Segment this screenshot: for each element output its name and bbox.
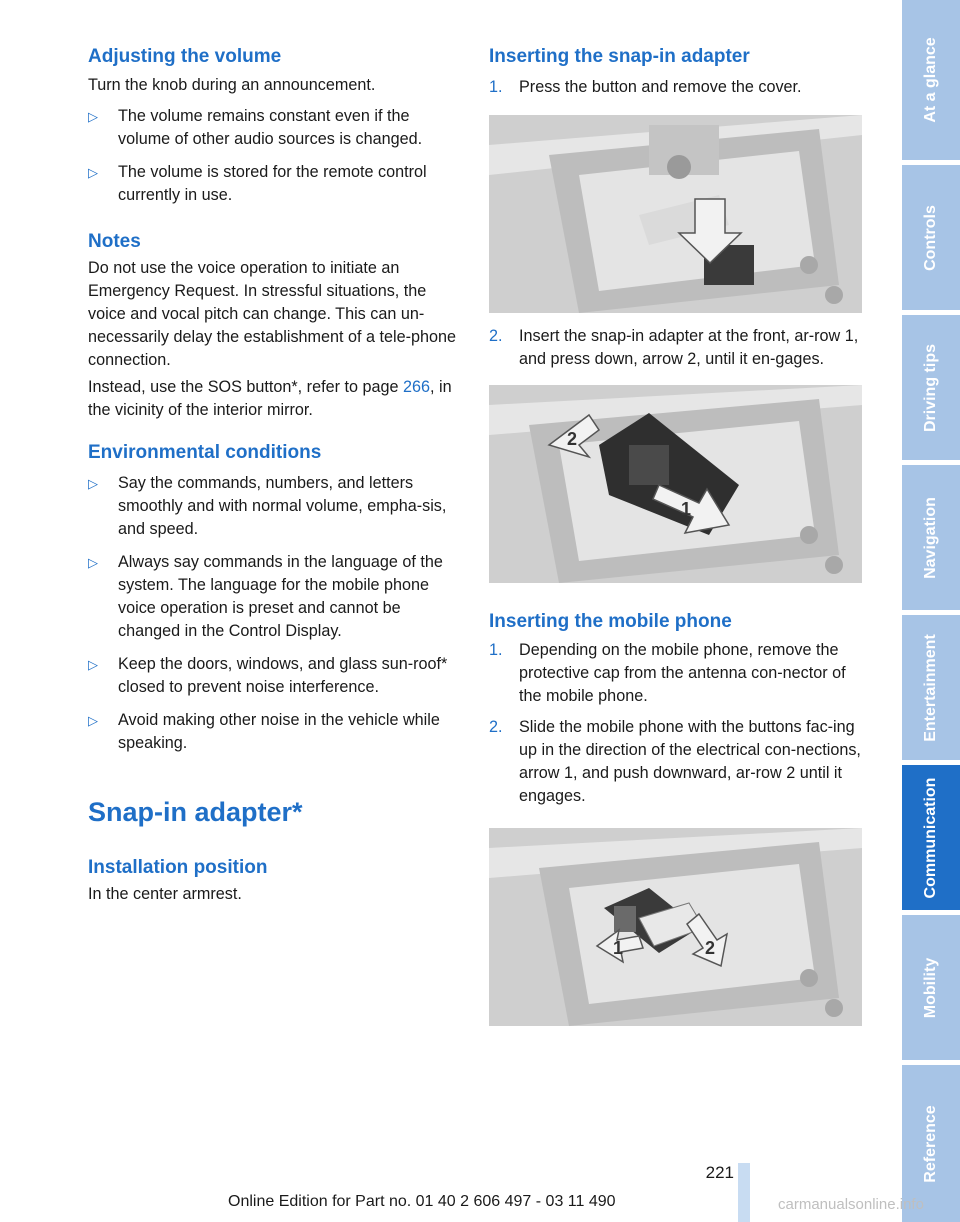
figure-insert-phone xyxy=(489,828,862,1026)
list-item: ▷ Say the commands, numbers, and letters smoothly and with normal volume, empha-sis, and speed. xyxy=(88,474,447,538)
left-column xyxy=(88,44,463,906)
triangle-bullet-icon: ▷ xyxy=(88,109,98,124)
list-item: ▷ Always say commands in the language of the system. The language for the mobile phone voice operation is preset and cannot be changed in the Control Display. xyxy=(88,553,443,640)
step-item: 2. Slide the mobile phone with the buttons fac-ing up in the direction of the electrical con-nections, arrow 1, and push downward, ar-row 2 until it engages. xyxy=(489,718,861,805)
tab-navigation[interactable]: Navigation xyxy=(902,465,960,610)
figure-remove-cover xyxy=(489,115,862,313)
arrow-label: 1 xyxy=(613,938,624,958)
list-item: ▷ Avoid making other noise in the vehicle while speaking. xyxy=(88,711,440,752)
triangle-bullet-icon: ▷ xyxy=(88,476,98,491)
list-item: ▷ The volume is stored for the remote control currently in use. xyxy=(88,163,427,204)
watermark: carmanualsonline.info xyxy=(778,1196,924,1213)
tab-communication[interactable]: Communication xyxy=(902,765,960,910)
tab-at-a-glance[interactable]: At a glance xyxy=(902,0,960,160)
page-marker xyxy=(738,1163,750,1222)
insert-adapter-heading: Inserting the snap-in adapter xyxy=(489,46,750,67)
tab-controls[interactable]: Controls xyxy=(902,165,960,310)
notes-sos-text: Instead, use the SOS button*, refer to page 266, in the vicinity of the interior mirror. xyxy=(88,378,452,419)
triangle-bullet-icon: ▷ xyxy=(88,555,98,570)
tab-reference[interactable]: Reference xyxy=(902,1065,960,1222)
volume-heading: Adjusting the volume xyxy=(88,46,282,67)
page-number: 221 xyxy=(705,1163,734,1182)
list-item: ▷ Keep the doors, windows, and glass sun-roof* closed to prevent noise interference. xyxy=(88,655,448,696)
step-item: 2. Insert the snap-in adapter at the front, ar-row 1, and press down, arrow 2, until it en-gages. xyxy=(489,327,859,368)
notes-text: Do not use the voice operation to initiate an Emergency Request. In stressful situations, the voice and vocal pitch can change. This can un-necessarily delay the establishment of a tele-phone connection. xyxy=(88,259,457,369)
chapter-sidebar xyxy=(902,0,960,1222)
installation-heading: Installation position xyxy=(88,857,268,878)
tab-entertainment[interactable]: Entertainment xyxy=(902,615,960,760)
step-item: 1. Press the button and remove the cover. xyxy=(489,78,802,96)
environment-heading: Environmental conditions xyxy=(88,442,322,463)
step-item: 1. Depending on the mobile phone, remove the protective cap from the antenna con-nector of the mobile phone. xyxy=(489,641,846,705)
edition-footer: Online Edition for Part no. 01 40 2 606 497 - 03 11 490 xyxy=(228,1193,616,1210)
installation-text: In the center armrest. xyxy=(88,885,242,903)
figure-insert-adapter xyxy=(489,385,862,583)
list-item: ▷ The volume remains constant even if the volume of other audio sources is changed. xyxy=(88,107,423,148)
volume-intro: Turn the knob during an announcement. xyxy=(88,76,376,94)
insert-phone-heading: Inserting the mobile phone xyxy=(489,611,732,632)
arrow-label: 2 xyxy=(567,429,578,449)
triangle-bullet-icon: ▷ xyxy=(88,657,98,672)
arrow-label: 2 xyxy=(705,938,716,958)
triangle-bullet-icon: ▷ xyxy=(88,165,98,180)
section-title: Snap-in adapter* xyxy=(88,797,303,827)
right-column xyxy=(489,44,862,1026)
notes-heading: Notes xyxy=(88,231,141,252)
page-link[interactable]: 266 xyxy=(402,378,430,396)
tab-mobility[interactable]: Mobility xyxy=(902,915,960,1060)
triangle-bullet-icon: ▷ xyxy=(88,713,98,728)
arrow-label: 1 xyxy=(681,499,692,519)
tab-driving-tips[interactable]: Driving tips xyxy=(902,315,960,460)
